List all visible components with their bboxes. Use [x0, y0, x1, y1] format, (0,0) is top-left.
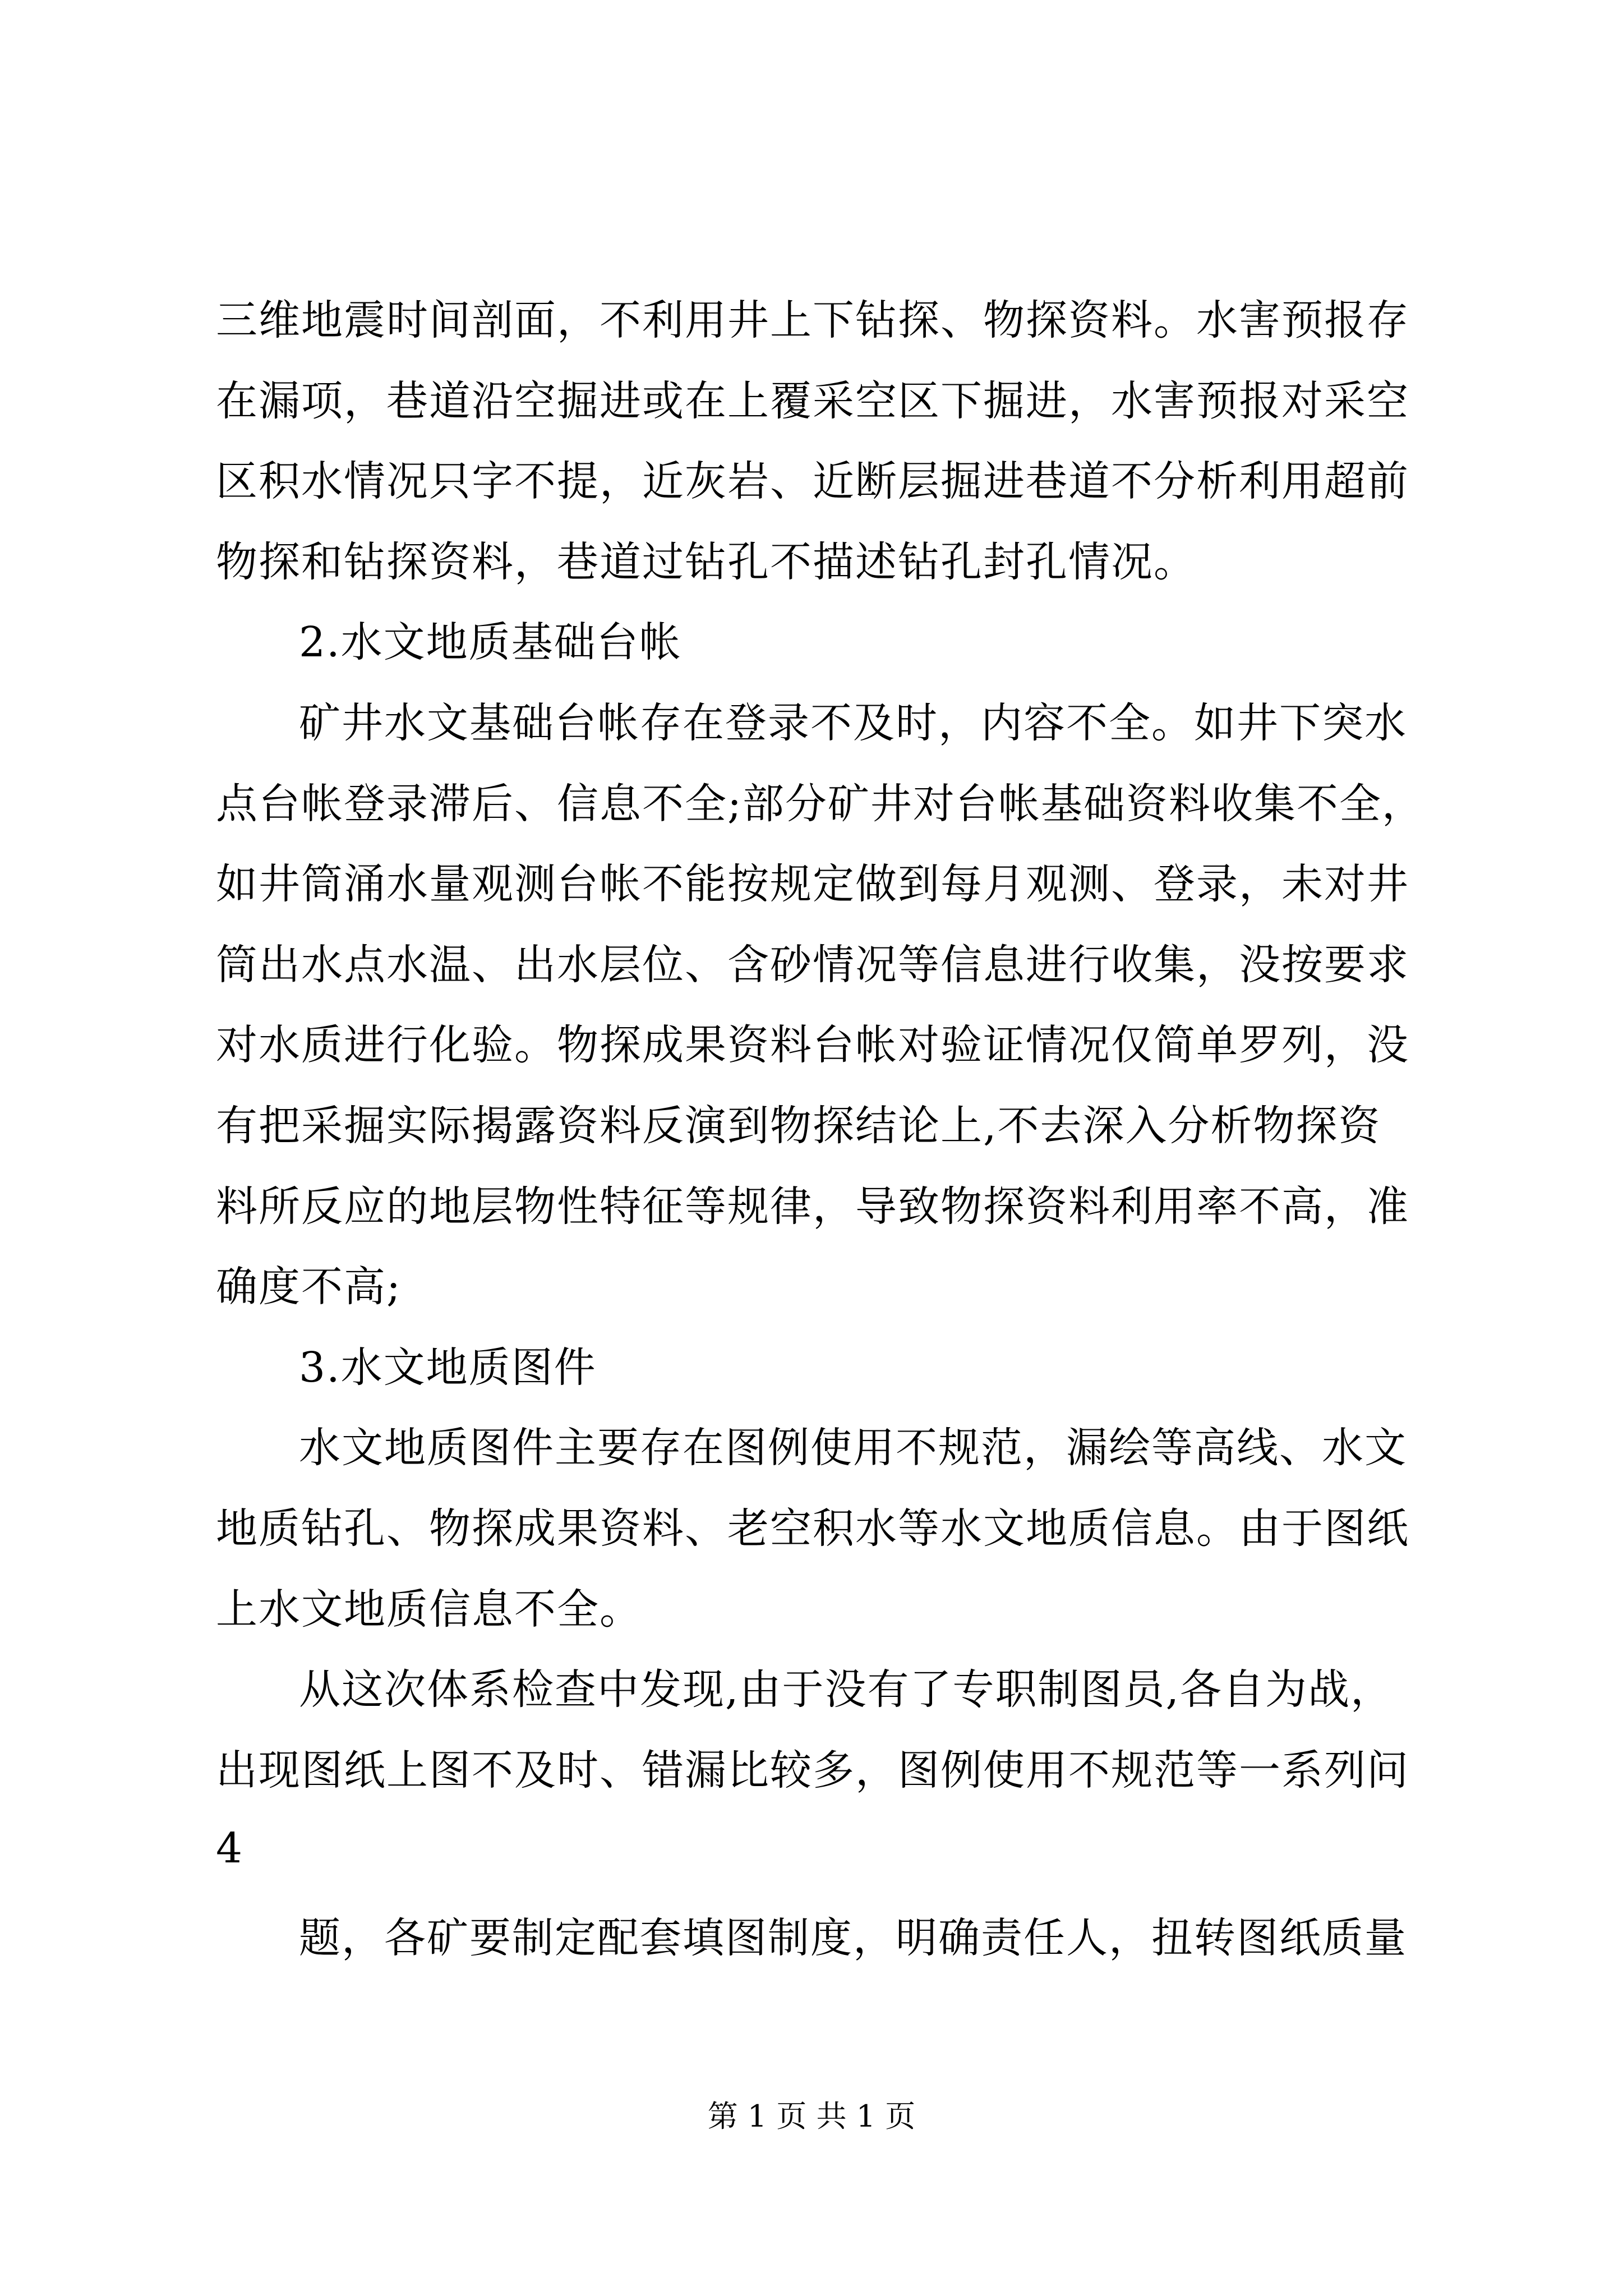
page-footer: 第 1 页 共 1 页: [707, 2099, 916, 2134]
inline-page-number: 4: [216, 1824, 244, 1872]
body-text-line: 地质钻孔、物探成果资料、老空积水等水文地质信息。由于图纸: [216, 1504, 1409, 1553]
body-text-line: 筒出水点水温、出水层位、含砂情况等信息进行收集，没按要求: [216, 941, 1409, 989]
body-text-line: 在漏项，巷道沿空掘进或在上覆采空区下掘进，水害预报对采空: [216, 377, 1409, 425]
body-text-line: 确度不高;: [216, 1263, 402, 1311]
body-text-line: 上水文地质信息不全。: [216, 1585, 642, 1634]
body-text-line: 对水质进行化验。物探成果资料台帐对验证情况仅简单罗列，没: [216, 1021, 1409, 1069]
body-text-line: 区积水情况只字不提，近灰岩、近断层掘进巷道不分析利用超前: [216, 457, 1409, 505]
body-text-line: 物探和钻探资料，巷道过钻孔不描述钻孔封孔情况。: [216, 538, 1196, 586]
body-text-line: 如井筒涌水量观测台帐不能按规定做到每月观测、登录，未对井: [216, 860, 1409, 908]
body-text-line: 题，各矿要制定配套填图制度，明确责任人，扭转图纸质量: [299, 1914, 1407, 1962]
body-text-line: 从这次体系检查中发现,由于没有了专职制图员,各自为战，: [299, 1665, 1394, 1714]
section-heading: 3.水文地质图件: [299, 1343, 597, 1392]
body-text-line: 矿井水文基础台帐存在登录不及时，内容不全。如井下突水: [299, 699, 1407, 747]
body-text-line: 水文地质图件主要存在图例使用不规范，漏绘等高线、水文: [299, 1424, 1407, 1472]
body-text-line: 出现图纸上图不及时、错漏比较多，图例使用不规范等一系列问: [216, 1746, 1409, 1795]
body-text-line: 料所反应的地层物性特征等规律，导致物探资料利用率不高，准: [216, 1182, 1409, 1231]
body-text-line: 点台帐登录滞后、信息不全;部分矿井对台帐基础资料收集不全，: [216, 780, 1424, 828]
section-heading: 2.水文地质基础台帐: [299, 618, 682, 666]
body-text-line: 有把采掘实际揭露资料反演到物探结论上,不去深入分析物探资: [216, 1102, 1381, 1150]
body-text-line: 三维地震时间剖面，不利用井上下钻探、物探资料。水害预报存: [216, 296, 1409, 344]
